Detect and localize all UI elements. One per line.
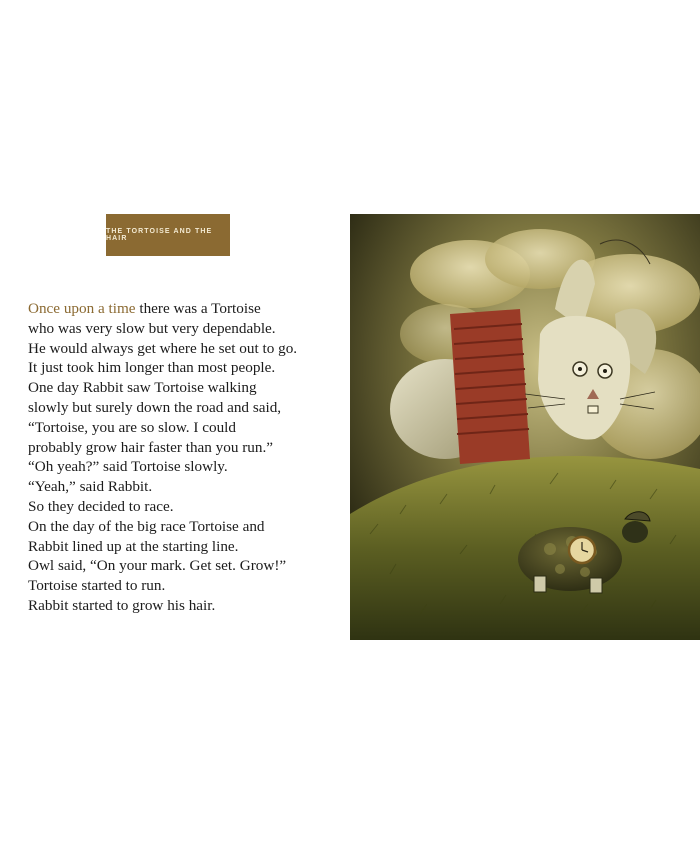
pocket-watch-icon (569, 537, 595, 563)
story-line: “Tortoise, you are so slow. I could (28, 418, 236, 436)
story-line: slowly but surely down the road and said, (28, 398, 282, 416)
story-text (28, 299, 328, 616)
story-lead: Once upon a time (28, 300, 136, 317)
chapter-title-plate (106, 214, 230, 256)
story-line: It just took him longer than most people. (28, 359, 276, 377)
story-line: who was very slow but very dependable. (28, 319, 276, 337)
story-line: On the day of the big race Tortoise and (28, 517, 265, 535)
story-line: Rabbit lined up at the starting line. (28, 537, 239, 555)
story-line: He would always get where he set out to go. (28, 339, 298, 357)
story-line (28, 299, 328, 319)
story-line: “Oh yeah?” said Tortoise slowly. (28, 458, 228, 476)
chapter-title: THE TORTOISE AND THE HAIR (106, 228, 213, 242)
story-line: Owl said, “On your mark. Get set. Grow!” (28, 557, 287, 575)
story-first-line-rest: there was a Tortoise (135, 300, 261, 317)
story-line: One day Rabbit saw Tortoise walking (28, 379, 257, 397)
story-line: Tortoise started to run. (28, 577, 166, 595)
story-line: “Yeah,” said Rabbit. (28, 478, 153, 496)
story-line: Rabbit started to grow his hair. (28, 596, 216, 614)
story-line: probably grow hair faster than you run.” (28, 438, 274, 456)
story-illustration (350, 214, 700, 640)
story-line: So they decided to race. (28, 497, 174, 515)
